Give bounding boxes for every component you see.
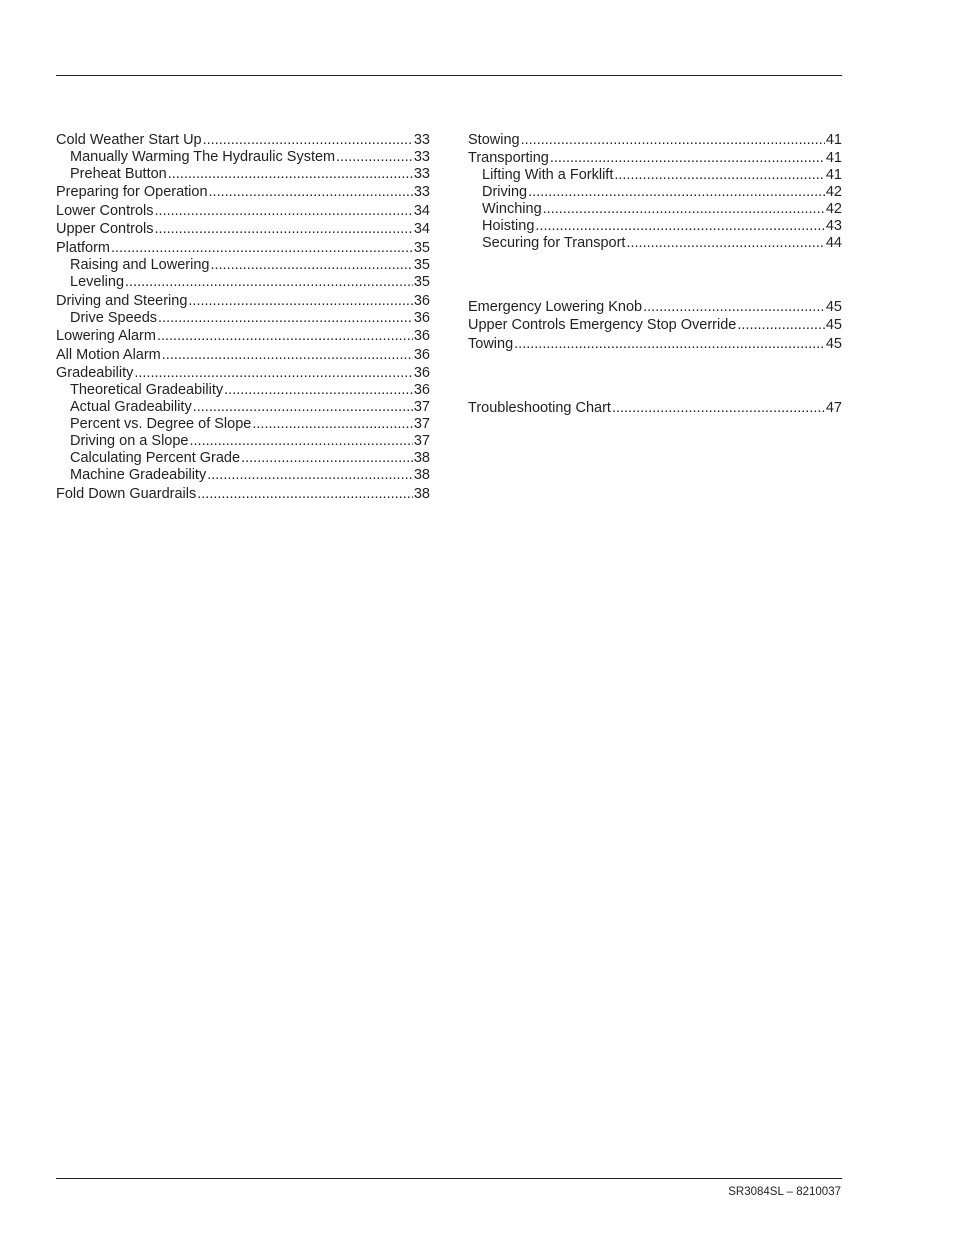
toc-entry[interactable] <box>56 365 430 382</box>
toc-entry-label: Leveling <box>70 273 125 290</box>
toc-entry-label: Driving on a Slope <box>70 433 189 450</box>
toc-subentry[interactable] <box>468 184 842 201</box>
dot-leader <box>207 467 413 484</box>
toc-entry-page-number: 33 <box>413 184 430 201</box>
toc-entry-page-number: 36 <box>413 365 430 382</box>
toc-entry-label: Hoisting <box>482 218 535 235</box>
toc-entry-page-number: 38 <box>413 467 430 484</box>
toc-entry-label: Troubleshooting Chart <box>468 399 611 416</box>
toc-entry-label: Raising and Lowering <box>70 256 210 273</box>
toc-entry[interactable] <box>56 221 430 238</box>
toc-entry-page-number: 36 <box>413 309 430 326</box>
dot-leader <box>252 416 413 433</box>
toc-subentry[interactable] <box>56 257 430 274</box>
toc-subentry[interactable] <box>56 467 430 484</box>
toc-entry-label: Winching <box>482 201 542 218</box>
toc-entry-page-number: 36 <box>413 382 430 399</box>
toc-entry-label: Cold Weather Start Up <box>56 131 202 148</box>
toc-entry-page-number: 44 <box>825 235 842 252</box>
toc-entry-page-number: 42 <box>825 184 842 201</box>
dot-leader <box>612 400 825 417</box>
dot-leader <box>614 167 825 184</box>
dot-leader <box>241 450 413 467</box>
dot-leader <box>535 218 824 235</box>
toc-entry-page-number: 36 <box>413 292 430 309</box>
toc-entry-page-number: 37 <box>413 416 430 433</box>
dot-leader <box>521 132 825 149</box>
toc-entry-label: Towing <box>468 335 514 352</box>
toc-entry-page-number: 36 <box>413 328 430 345</box>
toc-entry-page-number: 37 <box>413 433 430 450</box>
toc-subentry[interactable] <box>468 167 842 184</box>
toc-entry-page-number: 33 <box>413 165 430 182</box>
footer-doc-code: SR3084SL – 8210037 <box>728 1186 841 1198</box>
toc-entry[interactable] <box>56 184 430 201</box>
toc-entry[interactable] <box>468 150 842 167</box>
toc-subentry[interactable] <box>56 149 430 166</box>
toc-entry-page-number: 42 <box>825 201 842 218</box>
toc-entry-label: Securing for Transport <box>482 235 626 252</box>
dot-leader <box>543 201 825 218</box>
toc-subentry[interactable] <box>56 166 430 183</box>
toc-entry-label: Upper Controls <box>56 221 154 238</box>
toc-entry[interactable] <box>468 400 842 417</box>
toc-entry[interactable] <box>468 317 842 334</box>
dot-leader <box>336 149 413 166</box>
dot-leader <box>528 184 825 201</box>
toc-entry[interactable] <box>56 347 430 364</box>
toc-entry-label: Transporting <box>468 150 549 167</box>
toc-entry-page-number: 41 <box>825 131 842 148</box>
toc-subentry[interactable] <box>56 450 430 467</box>
toc-entry-page-number: 47 <box>825 399 842 416</box>
toc-entry-label: Lifting With a Forklift <box>482 167 614 184</box>
section-gap <box>468 252 842 297</box>
toc-entry[interactable] <box>56 203 430 220</box>
toc-entry-page-number: 35 <box>413 239 430 256</box>
toc-subentry[interactable] <box>468 235 842 252</box>
toc-entry[interactable] <box>56 240 430 257</box>
dot-leader <box>550 150 825 167</box>
toc-entry-label: Manually Warming The Hydraulic System <box>70 148 336 165</box>
toc-subentry[interactable] <box>468 218 842 235</box>
toc-subentry[interactable] <box>56 433 430 450</box>
toc-entry-label: Driving <box>482 184 528 201</box>
dot-leader <box>210 257 412 274</box>
toc-entry-label: Calculating Percent Grade <box>70 450 241 467</box>
toc-entry-page-number: 41 <box>825 150 842 167</box>
dot-leader <box>224 382 413 399</box>
toc-entry-page-number: 38 <box>413 485 430 502</box>
toc-subentry[interactable] <box>468 201 842 218</box>
toc-entry-label: Fold Down Guardrails <box>56 485 197 502</box>
toc-entry-label: Driving and Steering <box>56 292 188 309</box>
toc-entry[interactable] <box>56 486 430 503</box>
toc-entry-page-number: 45 <box>825 298 842 315</box>
dot-leader <box>125 274 413 291</box>
toc-subentry[interactable] <box>56 416 430 433</box>
toc-entry-page-number: 34 <box>413 202 430 219</box>
toc-entry-page-number: 43 <box>825 218 842 235</box>
toc-entry-label: Stowing <box>468 131 520 148</box>
toc-entry-label: Emergency Lowering Knob <box>468 298 643 315</box>
toc-left-column <box>56 130 430 503</box>
toc-entry-page-number: 35 <box>413 256 430 273</box>
toc-right-column <box>468 130 842 417</box>
toc-subentry[interactable] <box>56 274 430 291</box>
toc-entry-label: Lower Controls <box>56 202 154 219</box>
header-rule <box>56 75 842 76</box>
toc-entry-page-number: 45 <box>825 317 842 334</box>
toc-entry-page-number: 35 <box>413 273 430 290</box>
toc-entry-label: Preheat Button <box>70 165 167 182</box>
dot-leader <box>188 293 412 310</box>
dot-leader <box>193 399 413 416</box>
toc-entry[interactable] <box>56 293 430 310</box>
toc-entry-page-number: 37 <box>413 399 430 416</box>
dot-leader <box>157 328 413 345</box>
toc-entry-label: Gradeability <box>56 365 134 382</box>
footer-rule <box>56 1178 842 1179</box>
dot-leader <box>737 317 824 334</box>
toc-entry[interactable] <box>56 132 430 149</box>
toc-entry-page-number: 34 <box>413 221 430 238</box>
dot-leader <box>190 433 413 450</box>
toc-entry-label: Upper Controls Emergency Stop Override <box>468 317 737 334</box>
toc-entry-label: Machine Gradeability <box>70 467 207 484</box>
dot-leader <box>209 184 413 201</box>
toc-entry-page-number: 38 <box>413 450 430 467</box>
section-gap <box>468 353 842 398</box>
dot-leader <box>162 347 413 364</box>
toc-entry-label: Actual Gradeability <box>70 399 192 416</box>
toc-entry-label: Platform <box>56 239 110 256</box>
toc-subentry[interactable] <box>56 399 430 416</box>
toc-entry[interactable] <box>468 336 842 353</box>
dot-leader <box>203 132 413 149</box>
toc-entry[interactable] <box>468 299 842 316</box>
toc-entry-page-number: 36 <box>413 346 430 363</box>
toc-entry-label: Lowering Alarm <box>56 328 156 345</box>
dot-leader <box>134 365 412 382</box>
dot-leader <box>158 310 413 327</box>
toc-entry[interactable] <box>468 132 842 149</box>
toc-subentry[interactable] <box>56 310 430 327</box>
toc-entry-label: Theoretical Gradeability <box>70 382 224 399</box>
toc-entry[interactable] <box>56 328 430 345</box>
dot-leader <box>168 166 413 183</box>
toc-entry-label: Drive Speeds <box>70 309 158 326</box>
toc-entry-page-number: 33 <box>413 131 430 148</box>
dot-leader <box>643 299 825 316</box>
dot-leader <box>155 203 413 220</box>
dot-leader <box>514 336 825 353</box>
toc-entry-label: All Motion Alarm <box>56 346 161 363</box>
toc-subentry[interactable] <box>56 382 430 399</box>
dot-leader <box>111 240 413 257</box>
toc-entry-label: Percent vs. Degree of Slope <box>70 416 252 433</box>
toc-entry-page-number: 45 <box>825 335 842 352</box>
toc-entry-label: Preparing for Operation <box>56 184 208 201</box>
dot-leader <box>197 486 413 503</box>
dot-leader <box>155 221 413 238</box>
toc-entry-page-number: 33 <box>413 148 430 165</box>
dot-leader <box>626 235 824 252</box>
toc-entry-page-number: 41 <box>825 167 842 184</box>
